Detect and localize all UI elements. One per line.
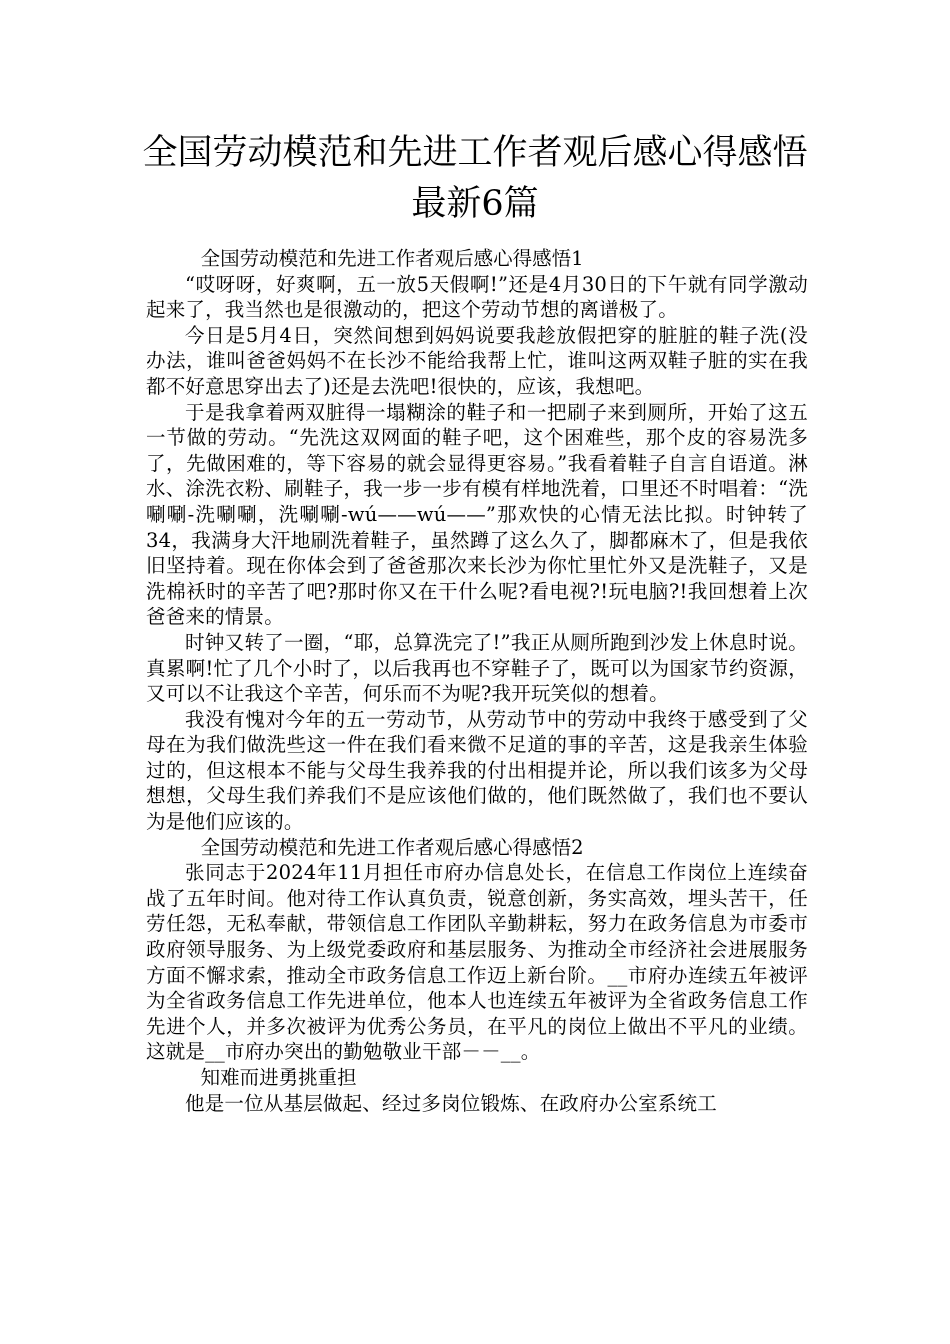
subsection-heading: 知难而进勇挑重担 [200,1066,357,1089]
paragraph: “哎呀呀，好爽啊，五一放5天假啊!”还是4月30日的下午就有同学激动起来了，我当然也是很激动的，把这个劳动节想的离谱极了。 [146,272,808,322]
paragraph: 今日是5月4日，突然间想到妈妈说要我趁放假把穿的脏脏的鞋子洗(没办法，谁叫爸爸妈妈不在长沙不能给我帮上忙，谁叫这两双鞋子脏的实在我都不好意思穿出去了)还是去洗吧!很快的，应该，我想吧。 [146,323,808,398]
paragraph: 他是一位从基层做起、经过多岗位锻炼、在政府办公室系统工 [185,1091,717,1115]
section-heading-1: 全国劳动模范和先进工作者观后感心得感悟1 [200,247,584,270]
paragraph: 于是我拿着两双脏得一塌糊涂的鞋子和一把刷子来到厕所，开始了这五一节做的劳动。“先洗这双网面的鞋子吧，这个困难些，那个皮的容易洗多了，先做困难的，等下容易的就会显得更容易。”我看着鞋子自言自语道。淋水、涂洗衣粉、刷鞋子，我一步一步有模有样地洗着，口里还不时唱着：“洗唰唰-洗唰唰，洗唰唰-wú——wú——”那欢快的心情无法比拟。时钟转了34，我满身大汗地刷洗着鞋子，虽然蹲了这么久了，脚都麻木了，但是我依旧坚持着。现在你体会到了爸爸那次来长沙为你忙里忙外又是洗鞋子，又是洗棉袄时的辛苦了吧?那时你又在干什么呢?看电视?!玩电脑?!我回想着上次爸爸来的情景。 [146,400,808,629]
paragraph: 我没有愧对今年的五一劳动节，从劳动节中的劳动中我终于感受到了父母在为我们做洗些这一件在我们看来微不足道的事的辛苦，这是我亲生体验过的，但这根本不能与父母生我养我的付出相提并论，所以我们该多为父母想想，父母生我们养我们不是应该他们做的，他们既然做了，我们也不要认为是他们应该的。 [146,707,808,834]
document-title: 全国劳动模范和先进工作者观后感心得感悟最新6篇 [142,133,808,224]
paragraph: 张同志于2024年11月担任市府办信息处长，在信息工作岗位上连续奋战了五年时间。他对待工作认真负责，锐意创新，务实高效，埋头苦干，任劳任怨，无私奉献，带领信息工作团队辛勤耕耘，努力在政务信息为市委市政府领导服务、为上级党委政府和基层服务、为推动全市经济社会进展服务方面不懈求索，推动全市政务信息工作迈上新台阶。__市府办连续五年被评为全省政务信息工作先进单位，他本人也连续五年被评为全省政务信息工作先进个人，并多次被评为优秀公务员，在平凡的岗位上做出不平凡的业绩。这就是__市府办突出的勤勉敬业干部－－__。 [146,861,808,1064]
document-body [146,246,808,1116]
section-heading-2: 全国劳动模范和先进工作者观后感心得感悟2 [200,835,584,859]
paragraph: 时钟又转了一圈，“耶，总算洗完了!”我正从厕所跑到沙发上休息时说。真累啊!忙了几个小时了，以后我再也不穿鞋子了，既可以为国家节约资源，又可以不让我这个辛苦，何乐而不为呢?我开玩笑似的想着。 [146,630,808,706]
